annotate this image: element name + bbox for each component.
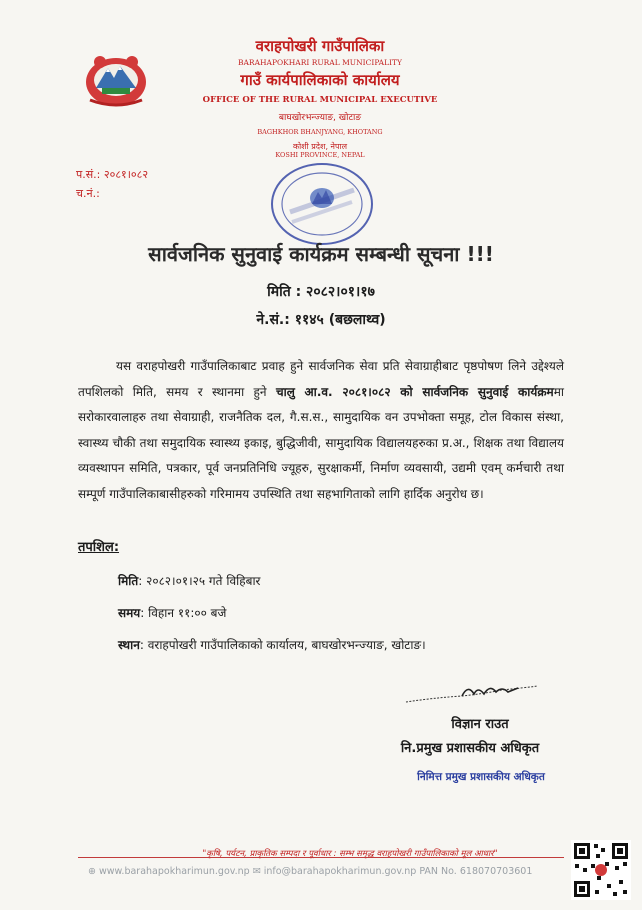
- patra-sankhya: प.सं.: २०८१।०८२: [76, 168, 149, 181]
- address-en: BAGHKHOR BHANJYANG, KHOTANG: [257, 128, 383, 136]
- detail-time-row: [118, 604, 226, 621]
- notice-date: मिति : २०८२।०१।१७: [267, 284, 375, 300]
- body-text-1: यस वराहपोखरी गाउँपालिकाबाट प्रवाह हुने सार्वजनिक सेवा प्रति सेवाग्राहीबाट पृष्ठपोषण लिने उद्देश्यले तपशिलको मिति, समय र स्थानमा हुने: [78, 359, 564, 399]
- address-np: बाघखोरभन्ज्याङ, खोटाङ: [278, 113, 362, 123]
- body-text-2: मा सरोकारवालाहरु तथा सेवाग्राही, राजनैतिक दल, गै.स.स., सामुदायिक वन उपभोक्ता समूह, टोल विकास संस्था, स्वास्थ्य चौकी तथा समुदायिक स्वास्थ्य इकाइ, बुद्धिजीवी, सामुदायिक विद्यालयहरुका प्र.अ., शिक्षक तथा विद्यालय व्यवस्थापन समिति, पत्रकार, पूर्व जनप्रतिनिधि ज्यूहरु, सुरक्षाकर्मी, निर्माण व्यवसायी, उद्यमी एवम् कर्मचारी तथा सम्पूर्ण गाउँपालिकाबासीहरुको गरिमामय उपस्थिति तथा सहभागिताको लागि हार्दिक अनुरोध छ।: [78, 384, 565, 501]
- office-seal-icon: [268, 160, 376, 248]
- notice-body: [78, 354, 564, 507]
- footer-divider: [78, 857, 564, 858]
- globe-icon: ⊕: [88, 866, 99, 877]
- detail-place-value: : वराहपोखरी गाउँपालिकाको कार्यालय, बाघखोरभन्ज्याङ, खोटाङ।: [139, 638, 426, 652]
- detail-time-value: : विहान ११:०० बजे: [140, 606, 227, 620]
- body-text-bold: चालु आ.व. २०८१।०८२ को सार्वजनिक सुनुवाई कार्यक्रम: [275, 384, 554, 399]
- detail-place-row: [118, 636, 426, 653]
- signatory-post: नि.प्रमुख प्रशासकीय अधिकृत: [400, 741, 540, 756]
- details-heading: तपशिल:: [78, 540, 120, 555]
- handwritten-signature: [402, 680, 542, 708]
- province-np: कोशी प्रदेश, नेपाल: [292, 142, 348, 151]
- reference-block: [76, 165, 148, 203]
- office-name-en: OFFICE OF THE RURAL MUNICIPAL EXECUTIVE: [202, 95, 438, 105]
- detail-date-value: : २०८२।०१।२५ गते विहिबार: [138, 574, 261, 588]
- municipality-name-en: BARAHAPOKHARI RURAL MUNICIPALITY: [238, 58, 402, 67]
- footer-contact-text: www.barahapokharimun.gov.np ✉ info@barahapokharimun.gov.np PAN No. 618070703601: [98, 866, 533, 877]
- signatory-stamp: निमित्त प्रमुख प्रशासकीय अधिकृत: [417, 771, 545, 783]
- signatory-name: विज्ञान राउत: [451, 717, 509, 732]
- nepal-emblem-icon: [80, 44, 152, 110]
- chalani-number: च.नं.:: [76, 187, 100, 200]
- detail-date-label: मिति: [118, 574, 139, 588]
- notice-title: सार्वजनिक सुनुवाई कार्यक्रम सम्बन्धी सूचना !!!: [148, 242, 494, 266]
- office-name-np: गाउँ कार्यपालिकाको कार्यालय: [240, 71, 400, 89]
- footer-contact: [88, 866, 532, 877]
- detail-place-label: स्थान: [118, 638, 140, 652]
- nepal-sambat-date: ने.सं.: ११४५ (बछलाथ्व): [256, 312, 386, 328]
- qr-code-icon: [571, 840, 631, 900]
- footer-slogan: "कृषि, पर्यटन, प्राकृतिक सम्पदा र पूर्वाधार : सम्भ समृद्ध वराहपोखरी गाउँपालिकाको मूल आधार": [202, 849, 498, 859]
- province-en: KOSHI PROVINCE, NEPAL: [275, 151, 365, 159]
- municipality-name-np: वराहपोखरी गाउँपालिका: [255, 37, 385, 55]
- detail-date-row: [118, 572, 260, 589]
- detail-time-label: समय: [118, 606, 141, 620]
